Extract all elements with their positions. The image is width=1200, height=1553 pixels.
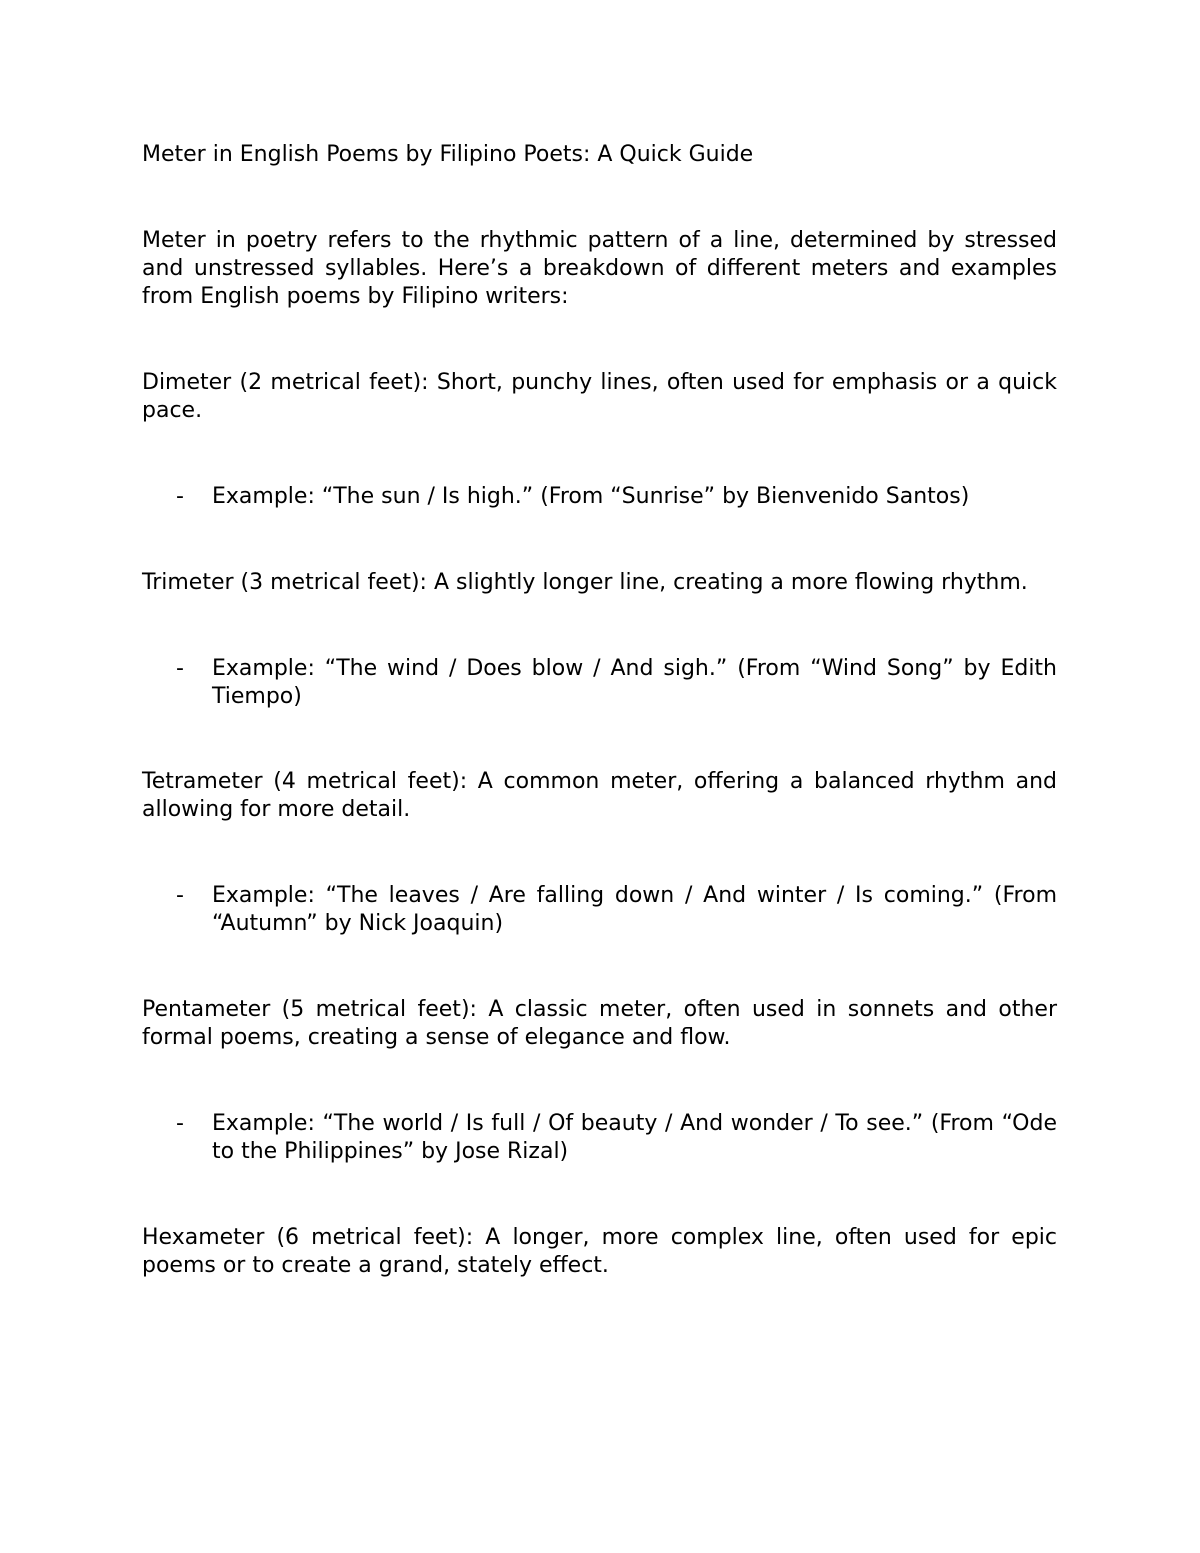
pentameter-definition: Pentameter (5 metrical feet): A classic meter, often used in sonnets and other formal poems, creating a sense of elegance and flow. — [142, 997, 1057, 1050]
dimeter-example — [142, 483, 1057, 511]
bullet-dash: - — [176, 1111, 184, 1136]
dimeter-definition: Dimeter (2 metrical feet): Short, punchy lines, often used for emphasis or a quick pace. — [142, 370, 1057, 423]
document-page — [142, 141, 1057, 1280]
trimeter-definition: Trimeter (3 metrical feet): A slightly longer line, creating a more flowing rhythm. — [142, 570, 1028, 595]
pentameter-example — [142, 1110, 1057, 1166]
hexameter-definition: Hexameter (6 metrical feet): A longer, more complex line, often used for epic poems or to create a grand, stately effect. — [142, 1225, 1057, 1278]
tetrameter-example — [142, 882, 1057, 938]
intro-paragraph: Meter in poetry refers to the rhythmic pattern of a line, determined by stressed and unstressed syllables. Here’s a breakdown of different meters and examples from English poems by Filipino writers: — [142, 228, 1057, 309]
document-title: Meter in English Poems by Filipino Poets: A Quick Guide — [142, 142, 754, 167]
dimeter-example-text: Example: “The sun / Is high.” (From “Sunrise” by Bienvenido Santos) — [212, 484, 970, 509]
tetrameter-example-text: Example: “The leaves / Are falling down / And winter / Is coming.” (From “Autumn” by Nick Joaquin) — [212, 883, 1057, 936]
bullet-dash: - — [176, 883, 184, 908]
pentameter-example-text: Example: “The world / Is full / Of beauty / And wonder / To see.” (From “Ode to the Philippines” by Jose Rizal) — [212, 1111, 1057, 1164]
trimeter-example-text: Example: “The wind / Does blow / And sigh.” (From “Wind Song” by Edith Tiempo) — [212, 656, 1057, 709]
tetrameter-definition: Tetrameter (4 metrical feet): A common meter, offering a balanced rhythm and allowing for more detail. — [142, 769, 1057, 822]
bullet-dash: - — [176, 656, 184, 681]
bullet-dash: - — [176, 484, 184, 509]
trimeter-example — [142, 655, 1057, 711]
